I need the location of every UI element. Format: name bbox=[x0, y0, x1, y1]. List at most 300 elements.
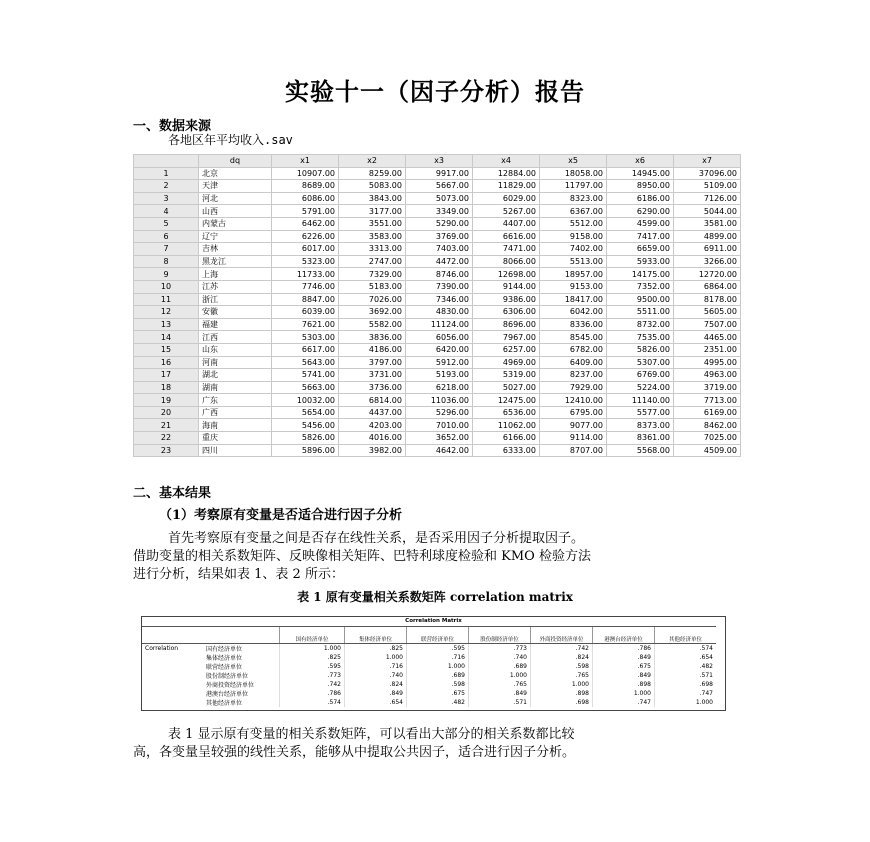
cell-value[interactable]: 6333.00 bbox=[473, 444, 540, 457]
cell-value[interactable]: 6042.00 bbox=[540, 306, 607, 319]
cell-dq[interactable]: 湖南 bbox=[199, 381, 272, 394]
corr-value: 1.000 bbox=[655, 698, 717, 707]
cell-value[interactable]: 18957.00 bbox=[540, 268, 607, 281]
corr-column-header: 集体经济单位 bbox=[345, 627, 407, 644]
cell-dq[interactable]: 山西 bbox=[199, 205, 272, 218]
cell-value[interactable]: 5193.00 bbox=[406, 369, 473, 382]
cell-value[interactable]: 4465.00 bbox=[674, 331, 741, 344]
corr-value: .598 bbox=[407, 680, 469, 689]
corr-value: 1.000 bbox=[593, 689, 655, 698]
cell-value[interactable]: 8373.00 bbox=[607, 419, 674, 432]
row-number[interactable]: 22 bbox=[134, 432, 199, 445]
cell-value[interactable]: 6226.00 bbox=[272, 230, 339, 243]
cell-value[interactable]: 3843.00 bbox=[339, 192, 406, 205]
cell-value[interactable]: 11140.00 bbox=[607, 394, 674, 407]
cell-value[interactable]: 5826.00 bbox=[607, 343, 674, 356]
column-header-x5[interactable]: x5 bbox=[540, 155, 607, 168]
column-header-x7[interactable]: x7 bbox=[674, 155, 741, 168]
corr-value: .786 bbox=[280, 689, 345, 698]
cell-value[interactable]: 12410.00 bbox=[540, 394, 607, 407]
row-number[interactable]: 10 bbox=[134, 280, 199, 293]
cell-value[interactable]: 3836.00 bbox=[339, 331, 406, 344]
corr-value: .698 bbox=[655, 680, 717, 689]
cell-value[interactable]: 6218.00 bbox=[406, 381, 473, 394]
corr-value: 1.000 bbox=[531, 680, 593, 689]
paragraph-1-line-3: 进行分析，结果如表 1、表 2 所示： bbox=[133, 567, 344, 582]
cell-value[interactable]: 6617.00 bbox=[272, 343, 339, 356]
cell-value[interactable]: 5456.00 bbox=[272, 419, 339, 432]
row-number[interactable]: 23 bbox=[134, 444, 199, 457]
column-header-x3[interactable]: x3 bbox=[406, 155, 473, 168]
cell-value[interactable]: 4016.00 bbox=[339, 432, 406, 445]
cell-value[interactable]: 14175.00 bbox=[607, 268, 674, 281]
cell-value[interactable]: 5109.00 bbox=[674, 180, 741, 193]
corr-value: .849 bbox=[345, 689, 407, 698]
cell-dq[interactable]: 上海 bbox=[199, 268, 272, 281]
corr-value: .849 bbox=[593, 653, 655, 662]
cell-value[interactable]: 4472.00 bbox=[406, 255, 473, 268]
row-number[interactable]: 2 bbox=[134, 180, 199, 193]
cell-value[interactable]: 5912.00 bbox=[406, 356, 473, 369]
cell-value[interactable]: 9114.00 bbox=[540, 432, 607, 445]
cell-value[interactable]: 6795.00 bbox=[540, 406, 607, 419]
corr-row-label: 其他经济单位 bbox=[206, 700, 243, 707]
row-number[interactable]: 13 bbox=[134, 318, 199, 331]
cell-value[interactable]: 8336.00 bbox=[540, 318, 607, 331]
cell-value[interactable]: 3719.00 bbox=[674, 381, 741, 394]
cell-value[interactable]: 8732.00 bbox=[607, 318, 674, 331]
cell-dq[interactable]: 吉林 bbox=[199, 243, 272, 256]
corr-value: .716 bbox=[407, 653, 469, 662]
cell-value[interactable]: 6659.00 bbox=[607, 243, 674, 256]
cell-value[interactable]: 3769.00 bbox=[406, 230, 473, 243]
cell-value[interactable]: 8178.00 bbox=[674, 293, 741, 306]
cell-value[interactable]: 5290.00 bbox=[406, 217, 473, 230]
cell-value[interactable]: 3692.00 bbox=[339, 306, 406, 319]
cell-dq[interactable]: 江西 bbox=[199, 331, 272, 344]
row-number[interactable]: 19 bbox=[134, 394, 199, 407]
correlation-matrix-table bbox=[142, 626, 716, 707]
cell-value[interactable]: 4186.00 bbox=[339, 343, 406, 356]
corr-column-header: 股份制经济单位 bbox=[469, 627, 531, 644]
cell-value[interactable]: 6911.00 bbox=[674, 243, 741, 256]
corr-value: .825 bbox=[280, 653, 345, 662]
cell-value[interactable]: 5512.00 bbox=[540, 217, 607, 230]
row-number[interactable]: 4 bbox=[134, 205, 199, 218]
corr-value: .825 bbox=[345, 644, 407, 654]
table-row bbox=[134, 394, 741, 407]
corr-row-label: 股份制经济单位 bbox=[206, 673, 249, 680]
data-source-file: 各地区年平均收入.sav bbox=[168, 133, 293, 147]
cell-value[interactable]: 8259.00 bbox=[339, 167, 406, 180]
corr-row-group bbox=[142, 698, 203, 707]
cell-value[interactable]: 3349.00 bbox=[406, 205, 473, 218]
cell-value[interactable]: 5183.00 bbox=[339, 280, 406, 293]
corr-row bbox=[142, 680, 716, 689]
column-header-x6[interactable]: x6 bbox=[607, 155, 674, 168]
cell-dq[interactable]: 河南 bbox=[199, 356, 272, 369]
cell-value[interactable]: 4509.00 bbox=[674, 444, 741, 457]
cell-value[interactable]: 5027.00 bbox=[473, 381, 540, 394]
row-number[interactable]: 14 bbox=[134, 331, 199, 344]
cell-value[interactable]: 7929.00 bbox=[540, 381, 607, 394]
cell-value[interactable]: 8707.00 bbox=[540, 444, 607, 457]
cell-dq[interactable]: 河北 bbox=[199, 192, 272, 205]
cell-value[interactable]: 5667.00 bbox=[406, 180, 473, 193]
table-row bbox=[134, 230, 741, 243]
cell-value[interactable]: 5303.00 bbox=[272, 331, 339, 344]
data-grid bbox=[133, 154, 741, 457]
corr-value: .765 bbox=[469, 680, 531, 689]
cell-value[interactable]: 37096.00 bbox=[674, 167, 741, 180]
cell-value[interactable]: 4995.00 bbox=[674, 356, 741, 369]
column-header-x2[interactable]: x2 bbox=[339, 155, 406, 168]
corr-row bbox=[142, 644, 716, 654]
corr-value: .716 bbox=[345, 662, 407, 671]
cell-value[interactable]: 11733.00 bbox=[272, 268, 339, 281]
column-header-dq[interactable]: dq bbox=[199, 155, 272, 168]
paragraph-2-line-2: 高，各变量呈较强的线性关系，能够从中提取公共因子，适合进行因子分析。 bbox=[133, 745, 576, 760]
cell-value[interactable]: 6186.00 bbox=[607, 192, 674, 205]
corr-value: .571 bbox=[469, 698, 531, 707]
cell-value[interactable]: 7621.00 bbox=[272, 318, 339, 331]
corr-value: .773 bbox=[469, 644, 531, 654]
cell-value[interactable]: 4830.00 bbox=[406, 306, 473, 319]
paragraph-2-line-1: 表 1 显示原有变量的相关系数矩阵，可以看出大部分的相关系数都比较 bbox=[168, 727, 575, 742]
cell-value[interactable]: 3583.00 bbox=[339, 230, 406, 243]
cell-dq[interactable]: 安徽 bbox=[199, 306, 272, 319]
row-number[interactable]: 9 bbox=[134, 268, 199, 281]
cell-value[interactable]: 6166.00 bbox=[473, 432, 540, 445]
cell-dq[interactable]: 福建 bbox=[199, 318, 272, 331]
cell-value[interactable]: 6017.00 bbox=[272, 243, 339, 256]
cell-value[interactable]: 5654.00 bbox=[272, 406, 339, 419]
cell-value[interactable]: 6367.00 bbox=[540, 205, 607, 218]
corr-column-header: 港澳台经济单位 bbox=[593, 627, 655, 644]
table-row bbox=[134, 217, 741, 230]
subsection-1-heading: （1）考察原有变量是否适合进行因子分析 bbox=[159, 508, 403, 523]
cell-value[interactable]: 7346.00 bbox=[406, 293, 473, 306]
cell-value[interactable]: 9917.00 bbox=[406, 167, 473, 180]
cell-value[interactable]: 14945.00 bbox=[607, 167, 674, 180]
cell-value[interactable]: 6420.00 bbox=[406, 343, 473, 356]
cell-dq[interactable]: 黑龙江 bbox=[199, 255, 272, 268]
cell-value[interactable]: 8462.00 bbox=[674, 419, 741, 432]
cell-value[interactable]: 7026.00 bbox=[339, 293, 406, 306]
cell-value[interactable]: 5296.00 bbox=[406, 406, 473, 419]
row-number[interactable]: 6 bbox=[134, 230, 199, 243]
cell-value[interactable]: 2747.00 bbox=[339, 255, 406, 268]
cell-value[interactable]: 6462.00 bbox=[272, 217, 339, 230]
cell-value[interactable]: 11797.00 bbox=[540, 180, 607, 193]
table-row bbox=[134, 192, 741, 205]
cell-dq[interactable]: 海南 bbox=[199, 419, 272, 432]
corr-value: .689 bbox=[407, 671, 469, 680]
cell-value[interactable]: 5323.00 bbox=[272, 255, 339, 268]
cell-value[interactable]: 6616.00 bbox=[473, 230, 540, 243]
cell-value[interactable]: 9077.00 bbox=[540, 419, 607, 432]
cell-value[interactable]: 6782.00 bbox=[540, 343, 607, 356]
cell-value[interactable]: 5577.00 bbox=[607, 406, 674, 419]
cell-value[interactable]: 4963.00 bbox=[674, 369, 741, 382]
cell-value[interactable]: 6306.00 bbox=[473, 306, 540, 319]
table-row bbox=[134, 318, 741, 331]
cell-value[interactable]: 6169.00 bbox=[674, 406, 741, 419]
row-number[interactable]: 15 bbox=[134, 343, 199, 356]
cell-value[interactable]: 4407.00 bbox=[473, 217, 540, 230]
cell-value[interactable]: 7329.00 bbox=[339, 268, 406, 281]
cell-value[interactable]: 12698.00 bbox=[473, 268, 540, 281]
corr-row-label: 联营经济单位 bbox=[206, 664, 243, 671]
cell-dq[interactable]: 内蒙古 bbox=[199, 217, 272, 230]
corr-row bbox=[142, 662, 716, 671]
cell-value[interactable]: 8847.00 bbox=[272, 293, 339, 306]
cell-value[interactable]: 7507.00 bbox=[674, 318, 741, 331]
cell-dq[interactable]: 山东 bbox=[199, 343, 272, 356]
cell-value[interactable]: 3731.00 bbox=[339, 369, 406, 382]
cell-value[interactable]: 8696.00 bbox=[473, 318, 540, 331]
cell-value[interactable]: 9158.00 bbox=[540, 230, 607, 243]
corr-value: .595 bbox=[407, 644, 469, 654]
table-row bbox=[134, 369, 741, 382]
cell-value[interactable]: 7352.00 bbox=[607, 280, 674, 293]
cell-value[interactable]: 12720.00 bbox=[674, 268, 741, 281]
cell-value[interactable]: 8237.00 bbox=[540, 369, 607, 382]
cell-value[interactable]: 11829.00 bbox=[473, 180, 540, 193]
corr-value: 1.000 bbox=[469, 671, 531, 680]
cell-dq[interactable]: 浙江 bbox=[199, 293, 272, 306]
cell-value[interactable]: 3313.00 bbox=[339, 243, 406, 256]
corr-value: .765 bbox=[531, 671, 593, 680]
cell-value[interactable]: 3736.00 bbox=[339, 381, 406, 394]
cell-value[interactable]: 6864.00 bbox=[674, 280, 741, 293]
corr-value: .747 bbox=[593, 698, 655, 707]
cell-value[interactable]: 7746.00 bbox=[272, 280, 339, 293]
cell-value[interactable]: 3797.00 bbox=[339, 356, 406, 369]
cell-value[interactable]: 3551.00 bbox=[339, 217, 406, 230]
corr-row bbox=[142, 653, 716, 662]
cell-value[interactable]: 4203.00 bbox=[339, 419, 406, 432]
cell-value[interactable]: 6029.00 bbox=[473, 192, 540, 205]
cell-value[interactable]: 3266.00 bbox=[674, 255, 741, 268]
cell-value[interactable]: 5663.00 bbox=[272, 381, 339, 394]
corr-value: .574 bbox=[280, 698, 345, 707]
table-row bbox=[134, 419, 741, 432]
corr-column-header: 国有经济单位 bbox=[280, 627, 345, 644]
cell-value[interactable]: 4899.00 bbox=[674, 230, 741, 243]
cell-value[interactable]: 18417.00 bbox=[540, 293, 607, 306]
cell-value[interactable]: 6769.00 bbox=[607, 369, 674, 382]
cell-value[interactable]: 7713.00 bbox=[674, 394, 741, 407]
cell-value[interactable]: 12475.00 bbox=[473, 394, 540, 407]
corr-value: 1.000 bbox=[280, 644, 345, 654]
corr-value: .747 bbox=[655, 689, 717, 698]
cell-value[interactable]: 3652.00 bbox=[406, 432, 473, 445]
corr-row-group bbox=[142, 653, 203, 662]
cell-value[interactable]: 8689.00 bbox=[272, 180, 339, 193]
column-header-x1[interactable]: x1 bbox=[272, 155, 339, 168]
cell-value[interactable]: 7471.00 bbox=[473, 243, 540, 256]
cell-value[interactable]: 4437.00 bbox=[339, 406, 406, 419]
corr-row bbox=[142, 698, 716, 707]
cell-value[interactable]: 7535.00 bbox=[607, 331, 674, 344]
row-number[interactable]: 3 bbox=[134, 192, 199, 205]
cell-value[interactable]: 7417.00 bbox=[607, 230, 674, 243]
cell-value[interactable]: 5605.00 bbox=[674, 306, 741, 319]
cell-value[interactable]: 12884.00 bbox=[473, 167, 540, 180]
row-number[interactable]: 11 bbox=[134, 293, 199, 306]
cell-dq[interactable]: 辽宁 bbox=[199, 230, 272, 243]
table-row bbox=[134, 381, 741, 394]
corr-value: .824 bbox=[345, 680, 407, 689]
cell-dq[interactable]: 江苏 bbox=[199, 280, 272, 293]
cell-value[interactable]: 5307.00 bbox=[607, 356, 674, 369]
cell-value[interactable]: 7402.00 bbox=[540, 243, 607, 256]
cell-dq[interactable]: 北京 bbox=[199, 167, 272, 180]
cell-value[interactable]: 8066.00 bbox=[473, 255, 540, 268]
cell-value[interactable]: 6814.00 bbox=[339, 394, 406, 407]
cell-value[interactable]: 7126.00 bbox=[674, 192, 741, 205]
cell-value[interactable]: 8361.00 bbox=[607, 432, 674, 445]
cell-value[interactable]: 9386.00 bbox=[473, 293, 540, 306]
cell-value[interactable]: 6290.00 bbox=[607, 205, 674, 218]
table-row bbox=[134, 432, 741, 445]
cell-value[interactable]: 10907.00 bbox=[272, 167, 339, 180]
cell-value[interactable]: 6039.00 bbox=[272, 306, 339, 319]
cell-value[interactable]: 5267.00 bbox=[473, 205, 540, 218]
cell-value[interactable]: 6086.00 bbox=[272, 192, 339, 205]
corr-row-label: 港澳台经济单位 bbox=[206, 691, 249, 698]
cell-value[interactable]: 3581.00 bbox=[674, 217, 741, 230]
corr-row-label: 国有经济单位 bbox=[206, 646, 243, 653]
column-header-x4[interactable]: x4 bbox=[473, 155, 540, 168]
cell-value[interactable]: 5511.00 bbox=[607, 306, 674, 319]
cell-value[interactable]: 5044.00 bbox=[674, 205, 741, 218]
report-title: 实验十一（因子分析）报告 bbox=[285, 77, 585, 106]
table-row bbox=[134, 167, 741, 180]
cell-value[interactable]: 7967.00 bbox=[473, 331, 540, 344]
table-row bbox=[134, 306, 741, 319]
cell-value[interactable]: 11062.00 bbox=[473, 419, 540, 432]
corr-column-header: 联营经济单位 bbox=[407, 627, 469, 644]
cell-value[interactable]: 11124.00 bbox=[406, 318, 473, 331]
row-number[interactable]: 12 bbox=[134, 306, 199, 319]
cell-value[interactable]: 5741.00 bbox=[272, 369, 339, 382]
cell-value[interactable]: 5319.00 bbox=[473, 369, 540, 382]
cell-value[interactable]: 8323.00 bbox=[540, 192, 607, 205]
cell-dq[interactable]: 四川 bbox=[199, 444, 272, 457]
cell-dq[interactable]: 广西 bbox=[199, 406, 272, 419]
cell-value[interactable]: 6257.00 bbox=[473, 343, 540, 356]
table-row bbox=[134, 293, 741, 306]
table-row bbox=[134, 356, 741, 369]
cell-value[interactable]: 5224.00 bbox=[607, 381, 674, 394]
cell-value[interactable]: 9500.00 bbox=[607, 293, 674, 306]
cell-value[interactable]: 5826.00 bbox=[272, 432, 339, 445]
row-number[interactable]: 18 bbox=[134, 381, 199, 394]
cell-value[interactable]: 6056.00 bbox=[406, 331, 473, 344]
row-number[interactable]: 20 bbox=[134, 406, 199, 419]
corr-corner-2 bbox=[203, 627, 280, 644]
cell-value[interactable]: 6409.00 bbox=[540, 356, 607, 369]
row-number[interactable]: 8 bbox=[134, 255, 199, 268]
table-row bbox=[134, 255, 741, 268]
paragraph-1-line-1: 首先考察原有变量之间是否存在线性关系，是否采用因子分析提取因子。 bbox=[168, 531, 585, 546]
cell-dq[interactable]: 天津 bbox=[199, 180, 272, 193]
corr-value: .824 bbox=[531, 653, 593, 662]
corr-row-group: Correlation bbox=[145, 645, 179, 652]
cell-value[interactable]: 5513.00 bbox=[540, 255, 607, 268]
cell-dq[interactable]: 广东 bbox=[199, 394, 272, 407]
corr-row-group bbox=[142, 662, 203, 671]
cell-value[interactable]: 4969.00 bbox=[473, 356, 540, 369]
cell-value[interactable]: 8545.00 bbox=[540, 331, 607, 344]
cell-value[interactable]: 5933.00 bbox=[607, 255, 674, 268]
cell-value[interactable]: 10032.00 bbox=[272, 394, 339, 407]
corr-value: 1.000 bbox=[407, 662, 469, 671]
row-number[interactable]: 7 bbox=[134, 243, 199, 256]
corr-value: .595 bbox=[280, 662, 345, 671]
corr-row bbox=[142, 671, 716, 680]
section-2-heading: 二、基本结果 bbox=[133, 486, 212, 501]
cell-dq[interactable]: 重庆 bbox=[199, 432, 272, 445]
row-number[interactable]: 21 bbox=[134, 419, 199, 432]
corr-row-group bbox=[142, 680, 203, 689]
row-number[interactable]: 1 bbox=[134, 167, 199, 180]
corr-row bbox=[142, 689, 716, 698]
table-row bbox=[134, 331, 741, 344]
cell-value[interactable]: 3177.00 bbox=[339, 205, 406, 218]
cell-value[interactable]: 9144.00 bbox=[473, 280, 540, 293]
cell-value[interactable]: 5896.00 bbox=[272, 444, 339, 457]
cell-value[interactable]: 4599.00 bbox=[607, 217, 674, 230]
row-number[interactable]: 17 bbox=[134, 369, 199, 382]
corr-column-header: 其他经济单位 bbox=[655, 627, 717, 644]
row-number[interactable]: 16 bbox=[134, 356, 199, 369]
cell-value[interactable]: 9153.00 bbox=[540, 280, 607, 293]
table-1-caption: 表 1 原有变量相关系数矩阵 correlation matrix bbox=[297, 590, 573, 604]
cell-value[interactable]: 5643.00 bbox=[272, 356, 339, 369]
row-number[interactable]: 5 bbox=[134, 217, 199, 230]
cell-value[interactable]: 2351.00 bbox=[674, 343, 741, 356]
cell-value[interactable]: 5083.00 bbox=[339, 180, 406, 193]
cell-value[interactable]: 5791.00 bbox=[272, 205, 339, 218]
corr-value: .654 bbox=[345, 698, 407, 707]
cell-value[interactable]: 5073.00 bbox=[406, 192, 473, 205]
corr-column-header: 外商投资经济单位 bbox=[531, 627, 593, 644]
cell-value[interactable]: 7403.00 bbox=[406, 243, 473, 256]
cell-value[interactable]: 11036.00 bbox=[406, 394, 473, 407]
corr-value: .898 bbox=[531, 689, 593, 698]
cell-value[interactable]: 4642.00 bbox=[406, 444, 473, 457]
cell-value[interactable]: 3982.00 bbox=[339, 444, 406, 457]
corr-corner-1 bbox=[142, 627, 203, 644]
cell-value[interactable]: 18058.00 bbox=[540, 167, 607, 180]
cell-value[interactable]: 8950.00 bbox=[607, 180, 674, 193]
cell-value[interactable]: 7010.00 bbox=[406, 419, 473, 432]
cell-dq[interactable]: 湖北 bbox=[199, 369, 272, 382]
corr-value: .742 bbox=[531, 644, 593, 654]
cell-value[interactable]: 7390.00 bbox=[406, 280, 473, 293]
cell-value[interactable]: 7025.00 bbox=[674, 432, 741, 445]
cell-value[interactable]: 5582.00 bbox=[339, 318, 406, 331]
corr-value: .675 bbox=[407, 689, 469, 698]
cell-value[interactable]: 8746.00 bbox=[406, 268, 473, 281]
cell-value[interactable]: 6536.00 bbox=[473, 406, 540, 419]
correlation-matrix-output bbox=[141, 616, 726, 711]
corr-row-label: 外商投资经济单位 bbox=[206, 682, 255, 689]
cell-value[interactable]: 5568.00 bbox=[607, 444, 674, 457]
